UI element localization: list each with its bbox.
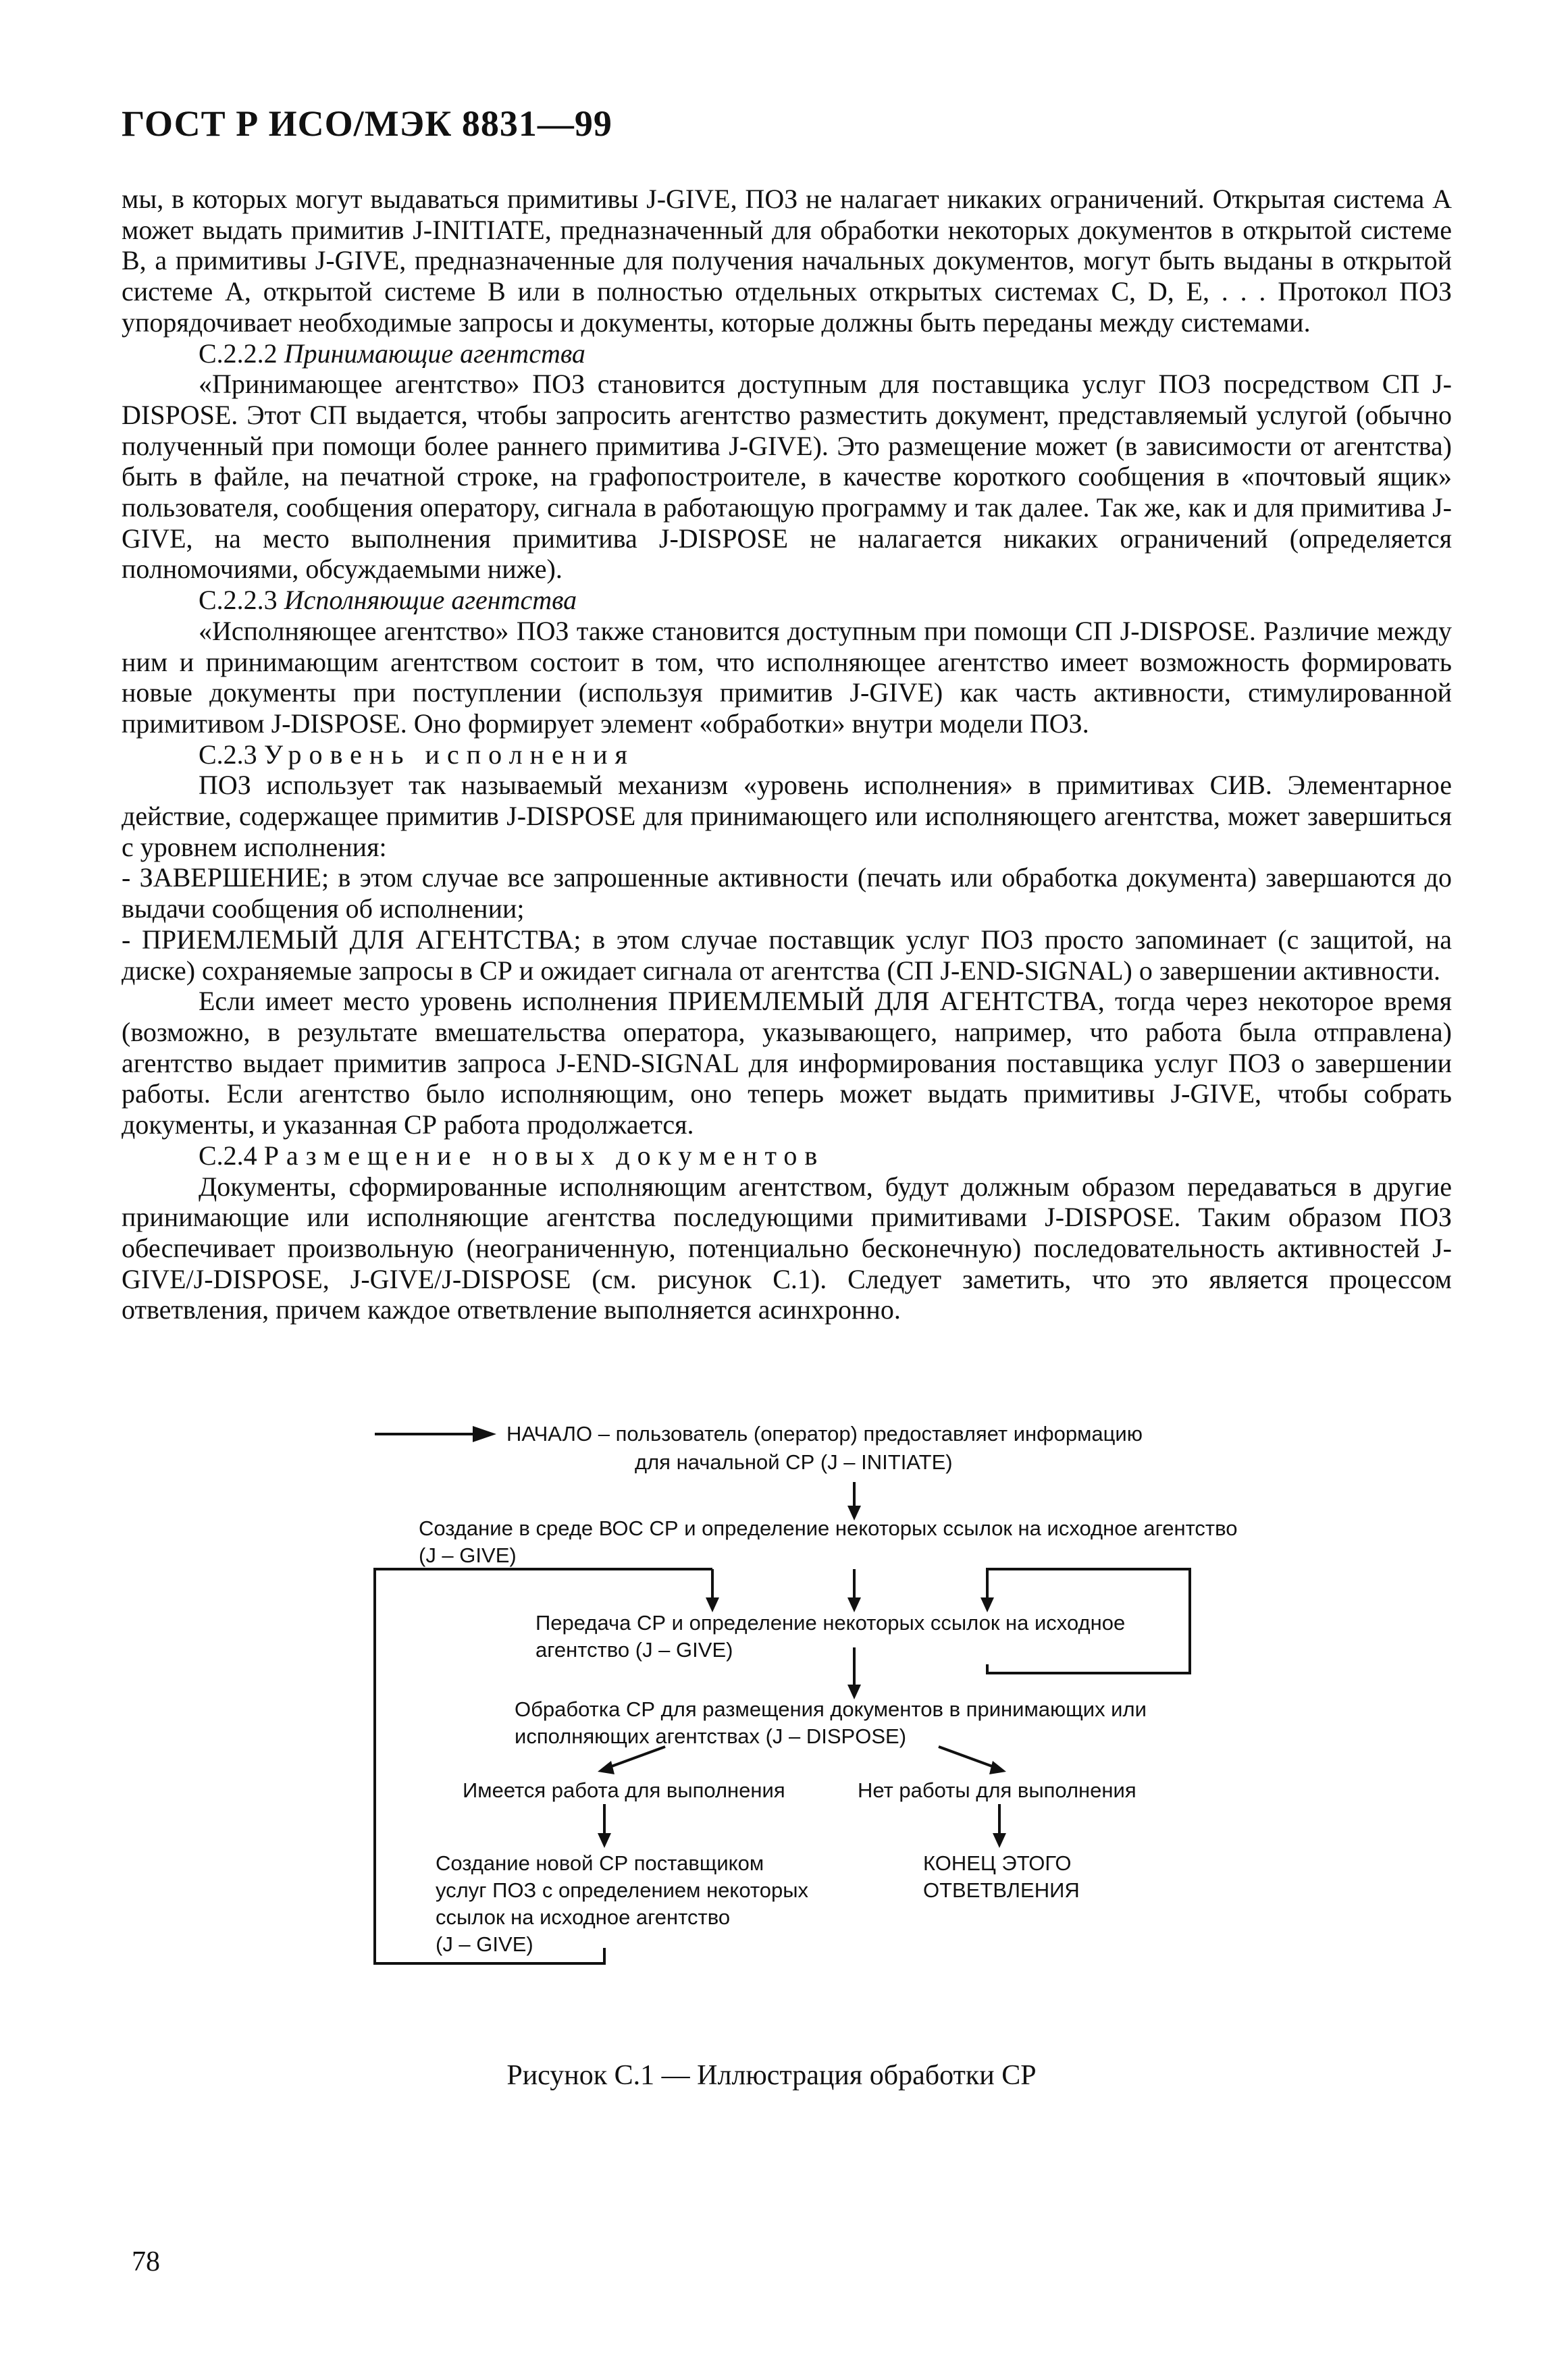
- new-cp-text-line1: Создание новой СР поставщиком: [436, 1851, 764, 1875]
- subsection-heading: С.2.2.2 Принимающие агентства: [199, 338, 585, 369]
- process-text-line2: исполняющих агентствах (J – DISPOSE): [515, 1724, 907, 1748]
- subsection-heading: С.2.2.3 Исполняющие агентства: [199, 585, 577, 616]
- end-text-line2: ОТВЕТВЛЕНИЯ: [923, 1878, 1080, 1902]
- arrowhead: [598, 1761, 614, 1774]
- list-item: - ПРИЕМЛЕМЫЙ ДЛЯ АГЕНТСТВА; в этом случае поставщик услуг ПОЗ просто запоминает (с защитой, на диске) сохраняемые запросы в СР и ожидает сигнала от агентства (СП J-END-SIGNAL) о завершении активности.: [122, 924, 1452, 986]
- arrowhead: [598, 1833, 611, 1848]
- figure-caption: Рисунок С.1 — Иллюстрация обработки СР: [506, 2060, 1037, 2091]
- paragraph: мы, в которых могут выдаваться примитивы J-GIVE, ПОЗ не налагает никаких ограничений. Открытая система А может выдать примитив J-INITIATE, предназначенный для обработки некоторых документов в открытой системе В, а примитивы J-GIVE, предназначенные для получения начальных документов, могут быть выданы в открытой системе А, открытой системе В или в полностью отдельных открытых системах С, D, Е, . . . Протокол ПОЗ упорядочивает необходимые запросы и документы, которые должны быть переданы между системами.: [122, 184, 1452, 338]
- branch-right-arrow: [939, 1747, 999, 1769]
- start-arrowhead: [473, 1426, 496, 1442]
- start-text-line1: НАЧАЛО – пользователь (оператор) предоставляет информацию: [506, 1422, 1143, 1446]
- section-heading: С.2.4 Размещение новых документов: [199, 1140, 825, 1171]
- create-text-line1: Создание в среде ВОС СР и определение некоторых ссылок на исходное агентство: [419, 1516, 1238, 1540]
- start-text-line2: для начальной СР (J – INITIATE): [635, 1450, 953, 1474]
- end-text-line1: КОНЕЦ ЭТОГО: [923, 1851, 1072, 1875]
- new-cp-text-line4: (J – GIVE): [436, 1932, 533, 1956]
- new-cp-text-line3: ссылок на исходное агентство: [436, 1905, 731, 1929]
- paragraph: Если имеет место уровень исполнения ПРИЕМЛЕМЫЙ ДЛЯ АГЕНТСТВА, тогда через некоторое время (возможно, в результате вмешательства оператора, указывающего, например, что работа была отправлена) агентство выдает примитив запроса J-END-SIGNAL для информирования поставщика услуг ПОЗ о завершении работы. Если агентство было исполняющим, оно теперь может выдать примитивы J-GIVE, чтобы собрать документы, и указанная СР работа продолжается.: [122, 986, 1452, 1140]
- paragraph: Документы, сформированные исполняющим агентством, будут должным образом передаваться в другие принимающие или исполняющие агентства последующими примитивами J-DISPOSE. Таким образом ПОЗ обеспечивает произвольную (неограниченную, потенциально бесконечную) последовательность активностей J-GIVE/J-DISPOSE, J-GIVE/J-DISPOSE (см. рисунок С.1). Следует заметить, что это является процессом ответвления, причем каждое ответвление выполняется асинхронно.: [122, 1171, 1452, 1325]
- list-item: - ЗАВЕРШЕНИЕ; в этом случае все запрошенные активности (печать или обработка документа) завершаются до выдачи сообщения об исполнении;: [122, 862, 1452, 924]
- new-cp-text-line2: услуг ПОЗ с определением некоторых: [436, 1878, 809, 1902]
- create-text-line2: (J – GIVE): [419, 1543, 517, 1567]
- paragraph: «Принимающее агентство» ПОЗ становится доступным для поставщика услуг ПОЗ посредством СП J-DISPOSE. Этот СП выдается, чтобы запросить агентство разместить документ, представляемый услугой (обычно полученный при помощи более раннего примитива J-GIVE). Это размещение может (в зависимости от агентства) быть в файле, на печатной строке, на графопостроителе, в качестве короткого сообщения в «почтовый ящик» пользователя, сообщения оператору, сигнала в работающую программу и так далее. Так же, как и для примитива J-GIVE, на место выполнения примитива J-DISPOSE не налагается никаких ограничений (определяется полномочиями, обсуждаемыми ниже).: [122, 369, 1452, 585]
- page-number: 78: [132, 2246, 160, 2277]
- has-work-text: Имеется работа для выполнения: [463, 1778, 785, 1802]
- paragraph: «Исполняющее агентство» ПОЗ также становится доступным при помощи СП J-DISPOSE. Различие между ним и принимающим агентством состоит в том, что исполняющее агентство имеет возможность формировать новые документы при поступлении (используя примитив J-GIVE) как часть активности, стимулированной примитивом J-DISPOSE. Оно формирует элемент «обработки» внутри модели ПОЗ.: [122, 615, 1452, 739]
- document-header: ГОСТ Р ИСО/МЭК 8831—99: [122, 103, 612, 144]
- arrowhead: [989, 1761, 1006, 1774]
- arrowhead: [993, 1833, 1006, 1848]
- paragraph: ПОЗ использует так называемый механизм «уровень исполнения» в примитивах СИВ. Элементарное действие, содержащее примитив J-DISPOSE для принимающего или исполняющего агентства, может завершиться с уровнем исполнения:: [122, 770, 1452, 862]
- process-text-line1: Обработка СР для размещения документов в принимающих или: [515, 1697, 1147, 1721]
- transfer-text-line2: агентство (J – GIVE): [535, 1638, 733, 1662]
- section-heading: С.2.3 Уровень исполнения: [199, 739, 635, 770]
- transfer-text-line1: Передача СР и определение некоторых ссылок на исходное: [535, 1611, 1126, 1635]
- no-work-text: Нет работы для выполнения: [858, 1778, 1136, 1802]
